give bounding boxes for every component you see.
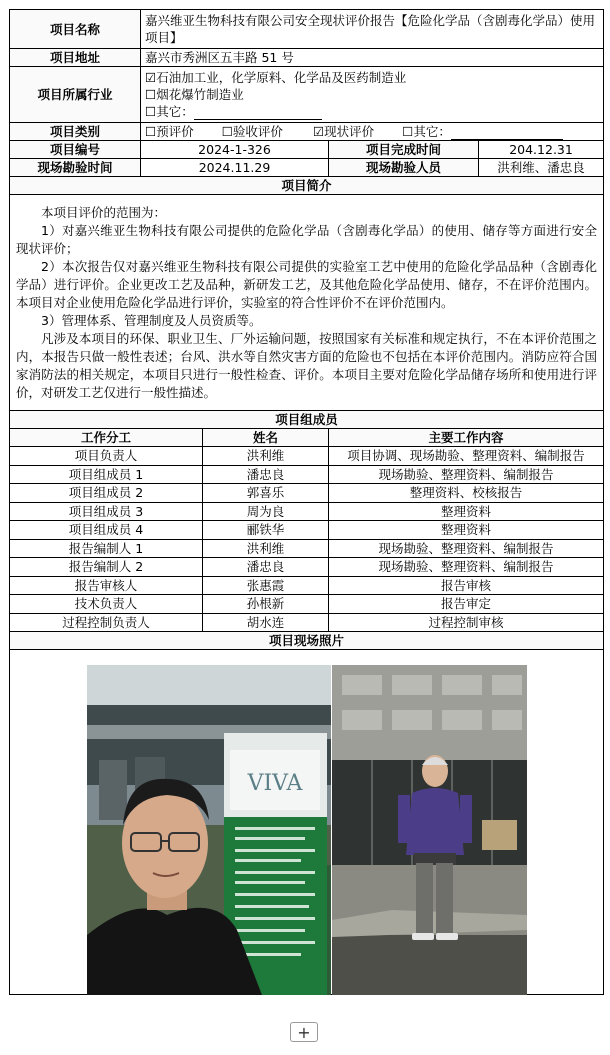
- completion-time-value: 204.12.31: [479, 141, 604, 159]
- team-name: 洪利维: [203, 447, 329, 466]
- table-row: [10, 595, 604, 614]
- table-row: [10, 447, 604, 466]
- intro-paragraph: 3）管理体系、管理制度及人员资质等。: [41, 312, 262, 328]
- team-work: 报告审核: [329, 576, 604, 595]
- category-option-acceptance[interactable]: ☐验收评价: [221, 124, 283, 139]
- photo-sign-image: [87, 665, 331, 995]
- intro-paragraph: 1）对嘉兴维亚生物科技有限公司提供的危险化学品（含剧毒化学品）的使用、储存等方面进行安全现状评价；: [16, 222, 598, 256]
- project-address-label: 项目地址: [10, 49, 141, 67]
- intro-paragraph: 本项目评价的范围为：: [41, 204, 167, 220]
- team-name: 郦铁华: [203, 521, 329, 540]
- industry-option-fireworks[interactable]: ☐烟花爆竹制造业: [145, 87, 244, 102]
- team-role: 技术负责人: [10, 595, 203, 614]
- team-role: 报告审核人: [10, 576, 203, 595]
- table-row: [10, 484, 604, 503]
- project-number-value: 2024-1-326: [141, 141, 329, 159]
- intro-body: [10, 195, 604, 411]
- table-row: [10, 576, 604, 595]
- table-row: [10, 465, 604, 484]
- photos-title: 项目现场照片: [10, 632, 604, 650]
- category-option-other[interactable]: ☐其它：: [402, 124, 451, 139]
- category-option-current[interactable]: ☑现状评价: [312, 124, 375, 139]
- survey-people-label: 现场勘验人员: [329, 159, 479, 177]
- team-work: 整理资料、校核报告: [329, 484, 604, 503]
- survey-time-label: 现场勘验时间: [10, 159, 141, 177]
- team-header-work: 主要工作内容: [329, 429, 604, 447]
- category-other-blank: [451, 126, 563, 140]
- expand-button[interactable]: +: [290, 1022, 318, 1042]
- team-name: 郭喜乐: [203, 484, 329, 503]
- team-name: 孙根新: [203, 595, 329, 614]
- team-name: 潘忠良: [203, 465, 329, 484]
- team-header-role: 工作分工: [10, 429, 203, 447]
- site-photo-building: [332, 665, 527, 995]
- industry-option-other[interactable]: ☐其它：: [145, 104, 194, 119]
- team-name: 胡水连: [203, 613, 329, 632]
- industry-other-blank: [194, 106, 322, 120]
- table-row: [10, 558, 604, 577]
- industry-options: [141, 67, 604, 123]
- intro-title: 项目简介: [10, 177, 604, 195]
- team-role: 项目组成员 1: [10, 465, 203, 484]
- project-address-value: 嘉兴市秀洲区五丰路 51 号: [141, 49, 604, 67]
- team-title: 项目组成员: [10, 411, 604, 429]
- team-role: 项目组成员 3: [10, 502, 203, 521]
- intro-paragraph: 凡涉及本项目的环保、职业卫生、厂外运输问题，按照国家有关标准和规定执行，不在本评价范围之内，本报告只做一般性表述；台风、洪水等自然灾害方面的危险也不包括在本评价范围内。消防应符合国家消防法的相关规定，本项目只进行一般性检查、评价。本项目主要对危险化学品储存场所和使用进行评价，对研发工艺仅进行一般性描述。: [16, 330, 598, 400]
- team-role: 报告编制人 2: [10, 558, 203, 577]
- team-work: 现场勘验、整理资料、编制报告: [329, 558, 604, 577]
- team-name: 潘忠良: [203, 558, 329, 577]
- report-table: [9, 9, 604, 995]
- industry-option-petro[interactable]: ☑石油加工业，化学原料、化学品及医药制造业: [145, 70, 407, 85]
- completion-time-label: 项目完成时间: [329, 141, 479, 159]
- survey-time-value: 2024.11.29: [141, 159, 329, 177]
- team-header-name: 姓名: [203, 429, 329, 447]
- project-industry-label: 项目所属行业: [10, 67, 141, 123]
- team-work: 过程控制审核: [329, 613, 604, 632]
- team-work: 整理资料: [329, 502, 604, 521]
- table-row: [10, 502, 604, 521]
- team-role: 项目负责人: [10, 447, 203, 466]
- category-options: [141, 123, 604, 141]
- team-work: 现场勘验、整理资料、编制报告: [329, 539, 604, 558]
- team-work: 项目协调、现场勘验、整理资料、编制报告: [329, 447, 604, 466]
- category-option-pre[interactable]: ☐预评价: [145, 124, 194, 139]
- photo-building-image: [332, 665, 527, 995]
- project-number-label: 项目编号: [10, 141, 141, 159]
- survey-people-value: 洪利维、潘忠良: [479, 159, 604, 177]
- team-name: 周为良: [203, 502, 329, 521]
- table-row: [10, 539, 604, 558]
- team-work: 现场勘验、整理资料、编制报告: [329, 465, 604, 484]
- project-name-value: 嘉兴维亚生物科技有限公司安全现状评价报告【危险化学品（含剧毒化学品）使用项目】: [141, 10, 604, 49]
- sign-logo: VIVA: [247, 771, 303, 796]
- team-role: 项目组成员 4: [10, 521, 203, 540]
- team-role: 报告编制人 1: [10, 539, 203, 558]
- project-category-label: 项目类别: [10, 123, 141, 141]
- team-name: 张惠霞: [203, 576, 329, 595]
- photos-area: [10, 650, 604, 995]
- project-name-label: 项目名称: [10, 10, 141, 49]
- team-role: 过程控制负责人: [10, 613, 203, 632]
- intro-paragraph: 2）本次报告仅对嘉兴维亚生物科技有限公司提供的实验室工艺中使用的危险化学品品种（含剧毒化学品）进行评价。企业更改工艺及品种，新研发工艺，及其他危险化学品使用、储存，不在评价范围内。本项目对企业使用危险化学品进行评价，实验室的符合性评价不在评价范围内。: [16, 258, 598, 310]
- team-header-row: [10, 429, 604, 447]
- site-photo-sign: [87, 665, 331, 995]
- team-role: 项目组成员 2: [10, 484, 203, 503]
- team-name: 洪利维: [203, 539, 329, 558]
- table-row: [10, 521, 604, 540]
- team-work: 整理资料: [329, 521, 604, 540]
- team-work: 报告审定: [329, 595, 604, 614]
- table-row: [10, 613, 604, 632]
